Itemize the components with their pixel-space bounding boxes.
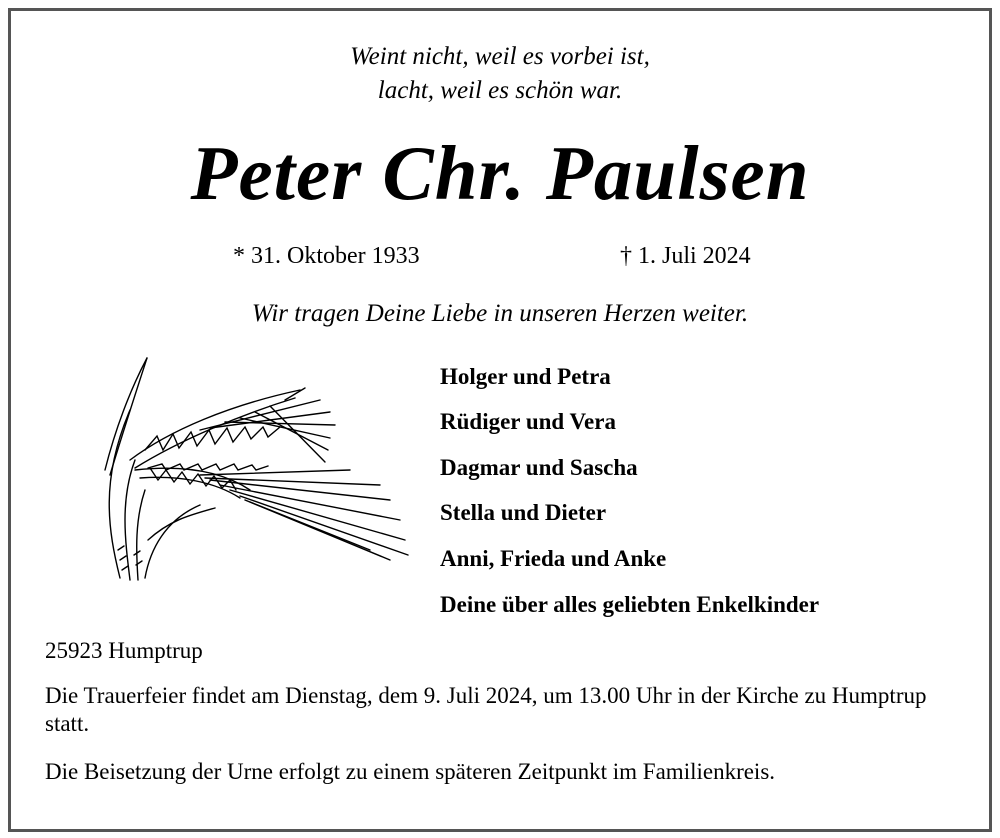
location: 25923 Humptrup — [45, 638, 203, 663]
deceased-name: Peter Chr. Paulsen — [190, 130, 810, 216]
mourner-4: Stella und Dieter — [440, 500, 607, 525]
mourner-2: Rüdiger und Vera — [440, 409, 616, 434]
mourner-3: Dagmar und Sascha — [440, 455, 638, 480]
burial-notice: Die Beisetzung der Urne erfolgt zu einem späteren Zeitpunkt im Familienkreis. — [45, 759, 776, 784]
quote-line-2: lacht, weil es schön war. — [377, 77, 623, 104]
mourner-1: Holger und Petra — [440, 364, 611, 389]
death-date: † 1. Juli 2024 — [620, 243, 751, 269]
mourner-6: Deine über alles geliebten Enkelkinder — [440, 592, 820, 617]
mourner-5: Anni, Frieda und Anke — [440, 546, 667, 571]
birth-date: * 31. Oktober 1933 — [233, 243, 420, 269]
wheat-ears-icon — [90, 350, 420, 590]
funeral-notice: Die Trauerfeier findet am Dienstag, dem 9. Juli 2024, um 13.00 Uhr in der Kirche zu Humptrup statt. — [45, 683, 927, 736]
quote-line-1: Weint nicht, weil es vorbei ist, — [350, 43, 650, 70]
motto: Wir tragen Deine Liebe in unseren Herzen weiter. — [251, 300, 749, 327]
